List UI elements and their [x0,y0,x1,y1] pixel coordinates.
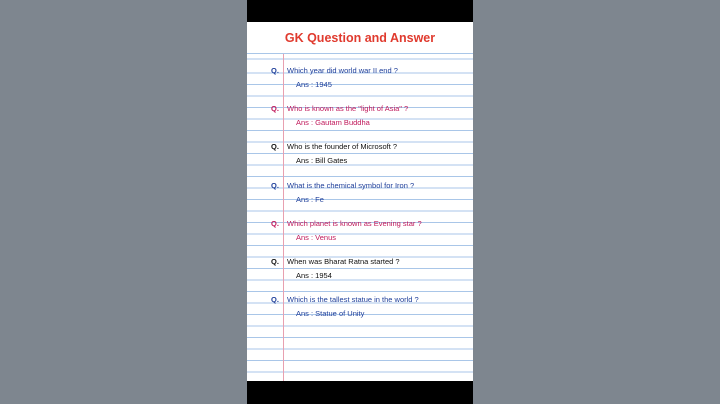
page-title: GK Question and Answer [284,31,436,45]
answer-text: Ans : 1954 [296,271,332,280]
question-text: What is the chemical symbol for Iron ? [287,181,415,190]
video-frame [247,0,473,404]
question-text: When was Bharat Ratna started ? [287,257,400,266]
qa-item [247,219,473,249]
qa-item [247,66,473,96]
question-text: Which is the tallest statue in the world ? [287,295,419,304]
answer-text: Ans : Gautam Buddha [296,118,370,127]
question-text: Which planet is known as Evening star ? [287,219,422,228]
question-number: Q. [271,295,279,304]
answer-text: Ans : 1945 [296,80,332,89]
answer-text: Ans : Statue of Unity [296,309,365,318]
question-text: Who is known as the "light of Asia" ? [287,104,409,113]
qa-item [247,257,473,287]
question-text: Which year did world war II end ? [287,66,398,75]
question-number: Q. [271,219,279,228]
notebook-page [247,22,473,381]
answer-text: Ans : Bill Gates [296,156,348,165]
qa-item [247,295,473,325]
qa-item [247,181,473,211]
question-text: Who is the founder of Microsoft ? [287,142,398,151]
answer-text: Ans : Venus [296,233,337,242]
answer-text: Ans : Fe [296,195,324,204]
question-number: Q. [271,66,279,75]
question-number: Q. [271,181,279,190]
qa-item [247,142,473,172]
question-number: Q. [271,257,279,266]
qa-item [247,104,473,134]
question-number: Q. [271,142,279,151]
header-band [247,22,473,54]
question-number: Q. [271,104,279,113]
